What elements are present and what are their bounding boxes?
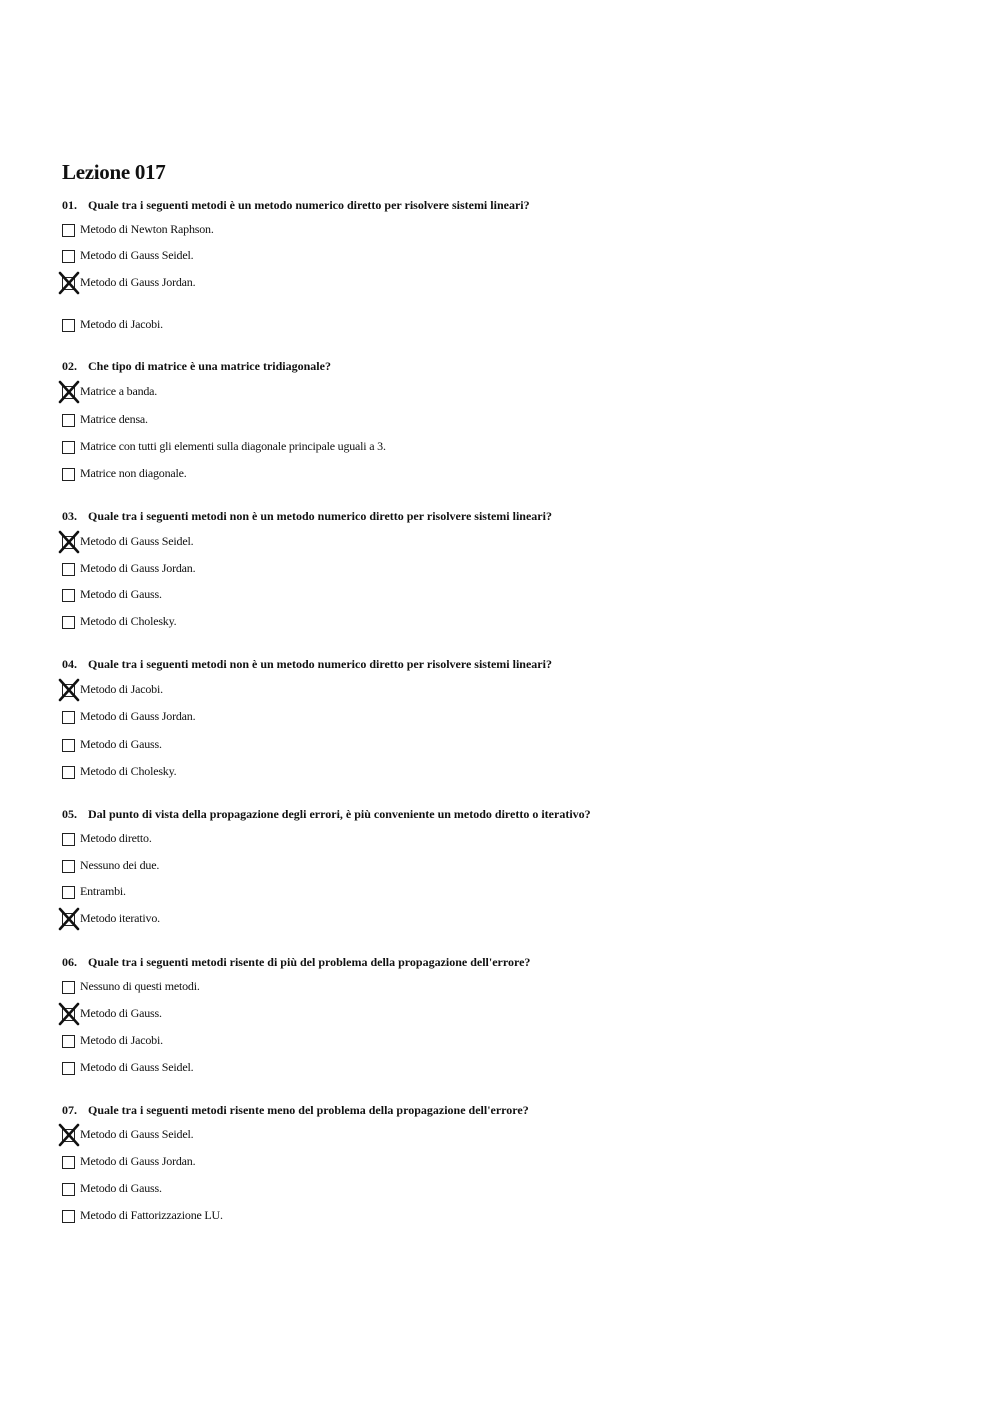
question-3 (62, 509, 552, 524)
option-label: Entrambi. (80, 884, 126, 898)
option-label: Matrice con tutti gli elementi sulla diagonale principale uguali a 3. (80, 439, 386, 453)
option-label: Metodo di Gauss. (80, 737, 162, 751)
checkbox[interactable] (62, 1156, 75, 1169)
question-text: Quale tra i seguenti metodi non è un metodo numerico diretto per risolvere sistemi lineari? (88, 509, 552, 523)
cross-mark-icon (58, 380, 80, 404)
option-label: Metodo di Gauss Seidel. (80, 1060, 194, 1074)
option-label: Metodo di Jacobi. (80, 1033, 163, 1047)
option-label: Matrice a banda. (80, 384, 158, 398)
option-label: Metodo iterativo. (80, 911, 160, 925)
question-number: 02. (62, 359, 77, 373)
option-label: Metodo diretto. (80, 831, 152, 845)
option-label: Metodo di Newton Raphson. (80, 222, 214, 236)
option-label: Metodo di Gauss Jordan. (80, 275, 196, 289)
checkbox[interactable] (62, 250, 75, 263)
cross-mark-icon (58, 1123, 80, 1147)
checkbox[interactable] (62, 766, 75, 779)
option-label: Metodo di Gauss Seidel. (80, 534, 194, 548)
checkbox[interactable] (62, 886, 75, 899)
question-5 (62, 807, 591, 822)
question-number: 05. (62, 807, 77, 821)
lesson-title: Lezione 017 (62, 160, 166, 184)
checkbox[interactable] (62, 1183, 75, 1196)
checkbox[interactable] (62, 860, 75, 873)
option-label: Matrice densa. (80, 412, 148, 426)
checkbox[interactable] (62, 441, 75, 454)
option-label: Metodo di Gauss. (80, 1006, 162, 1020)
checkbox[interactable] (62, 981, 75, 994)
question-number: 07. (62, 1103, 77, 1117)
checkbox[interactable] (62, 468, 75, 481)
option-label: Metodo di Gauss. (80, 587, 162, 601)
question-2 (62, 359, 331, 374)
option-label: Metodo di Gauss Jordan. (80, 561, 196, 575)
cross-mark-icon (58, 1002, 80, 1026)
checkbox[interactable] (62, 224, 75, 237)
option-label: Metodo di Jacobi. (80, 317, 163, 331)
checkbox[interactable] (62, 1210, 75, 1223)
option-label: Metodo di Gauss Jordan. (80, 1154, 196, 1168)
checkbox[interactable] (62, 833, 75, 846)
cross-mark-icon (58, 530, 80, 554)
checkbox[interactable] (62, 563, 75, 576)
option-label: Matrice non diagonale. (80, 466, 187, 480)
option-label: Nessuno di questi metodi. (80, 979, 200, 993)
question-text: Che tipo di matrice è una matrice tridiagonale? (88, 359, 331, 373)
option-label: Metodo di Gauss. (80, 1181, 162, 1195)
checkbox[interactable] (62, 1035, 75, 1048)
question-number: 04. (62, 657, 77, 671)
checkbox[interactable] (62, 589, 75, 602)
option-label: Metodo di Fattorizzazione LU. (80, 1208, 223, 1222)
question-number: 01. (62, 198, 77, 212)
cross-mark-icon (58, 907, 80, 931)
option-label: Metodo di Jacobi. (80, 682, 163, 696)
option-label: Metodo di Cholesky. (80, 614, 177, 628)
option-label: Metodo di Gauss Jordan. (80, 709, 196, 723)
question-6 (62, 955, 530, 970)
option-label: Metodo di Cholesky. (80, 764, 177, 778)
checkbox[interactable] (62, 616, 75, 629)
question-7 (62, 1103, 529, 1118)
checkbox[interactable] (62, 414, 75, 427)
checkbox[interactable] (62, 1062, 75, 1075)
question-text: Quale tra i seguenti metodi è un metodo numerico diretto per risolvere sistemi lineari? (88, 198, 530, 212)
question-1 (62, 198, 530, 213)
question-text: Quale tra i seguenti metodi risente di più del problema della propagazione dell'errore? (88, 955, 531, 969)
option-label: Nessuno dei due. (80, 858, 160, 872)
question-text: Quale tra i seguenti metodi non è un metodo numerico diretto per risolvere sistemi lineari? (88, 657, 552, 671)
question-text: Quale tra i seguenti metodi risente meno del problema della propagazione dell'errore? (88, 1103, 529, 1117)
checkbox[interactable] (62, 739, 75, 752)
question-text: Dal punto di vista della propagazione degli errori, è più conveniente un metodo diretto o iterativo? (88, 807, 591, 821)
cross-mark-icon (58, 678, 80, 702)
question-4 (62, 657, 552, 672)
checkbox[interactable] (62, 319, 75, 332)
cross-mark-icon (58, 271, 80, 295)
question-number: 03. (62, 509, 77, 523)
checkbox[interactable] (62, 711, 75, 724)
option-label: Metodo di Gauss Seidel. (80, 1127, 194, 1141)
question-number: 06. (62, 955, 77, 969)
option-label: Metodo di Gauss Seidel. (80, 248, 194, 262)
